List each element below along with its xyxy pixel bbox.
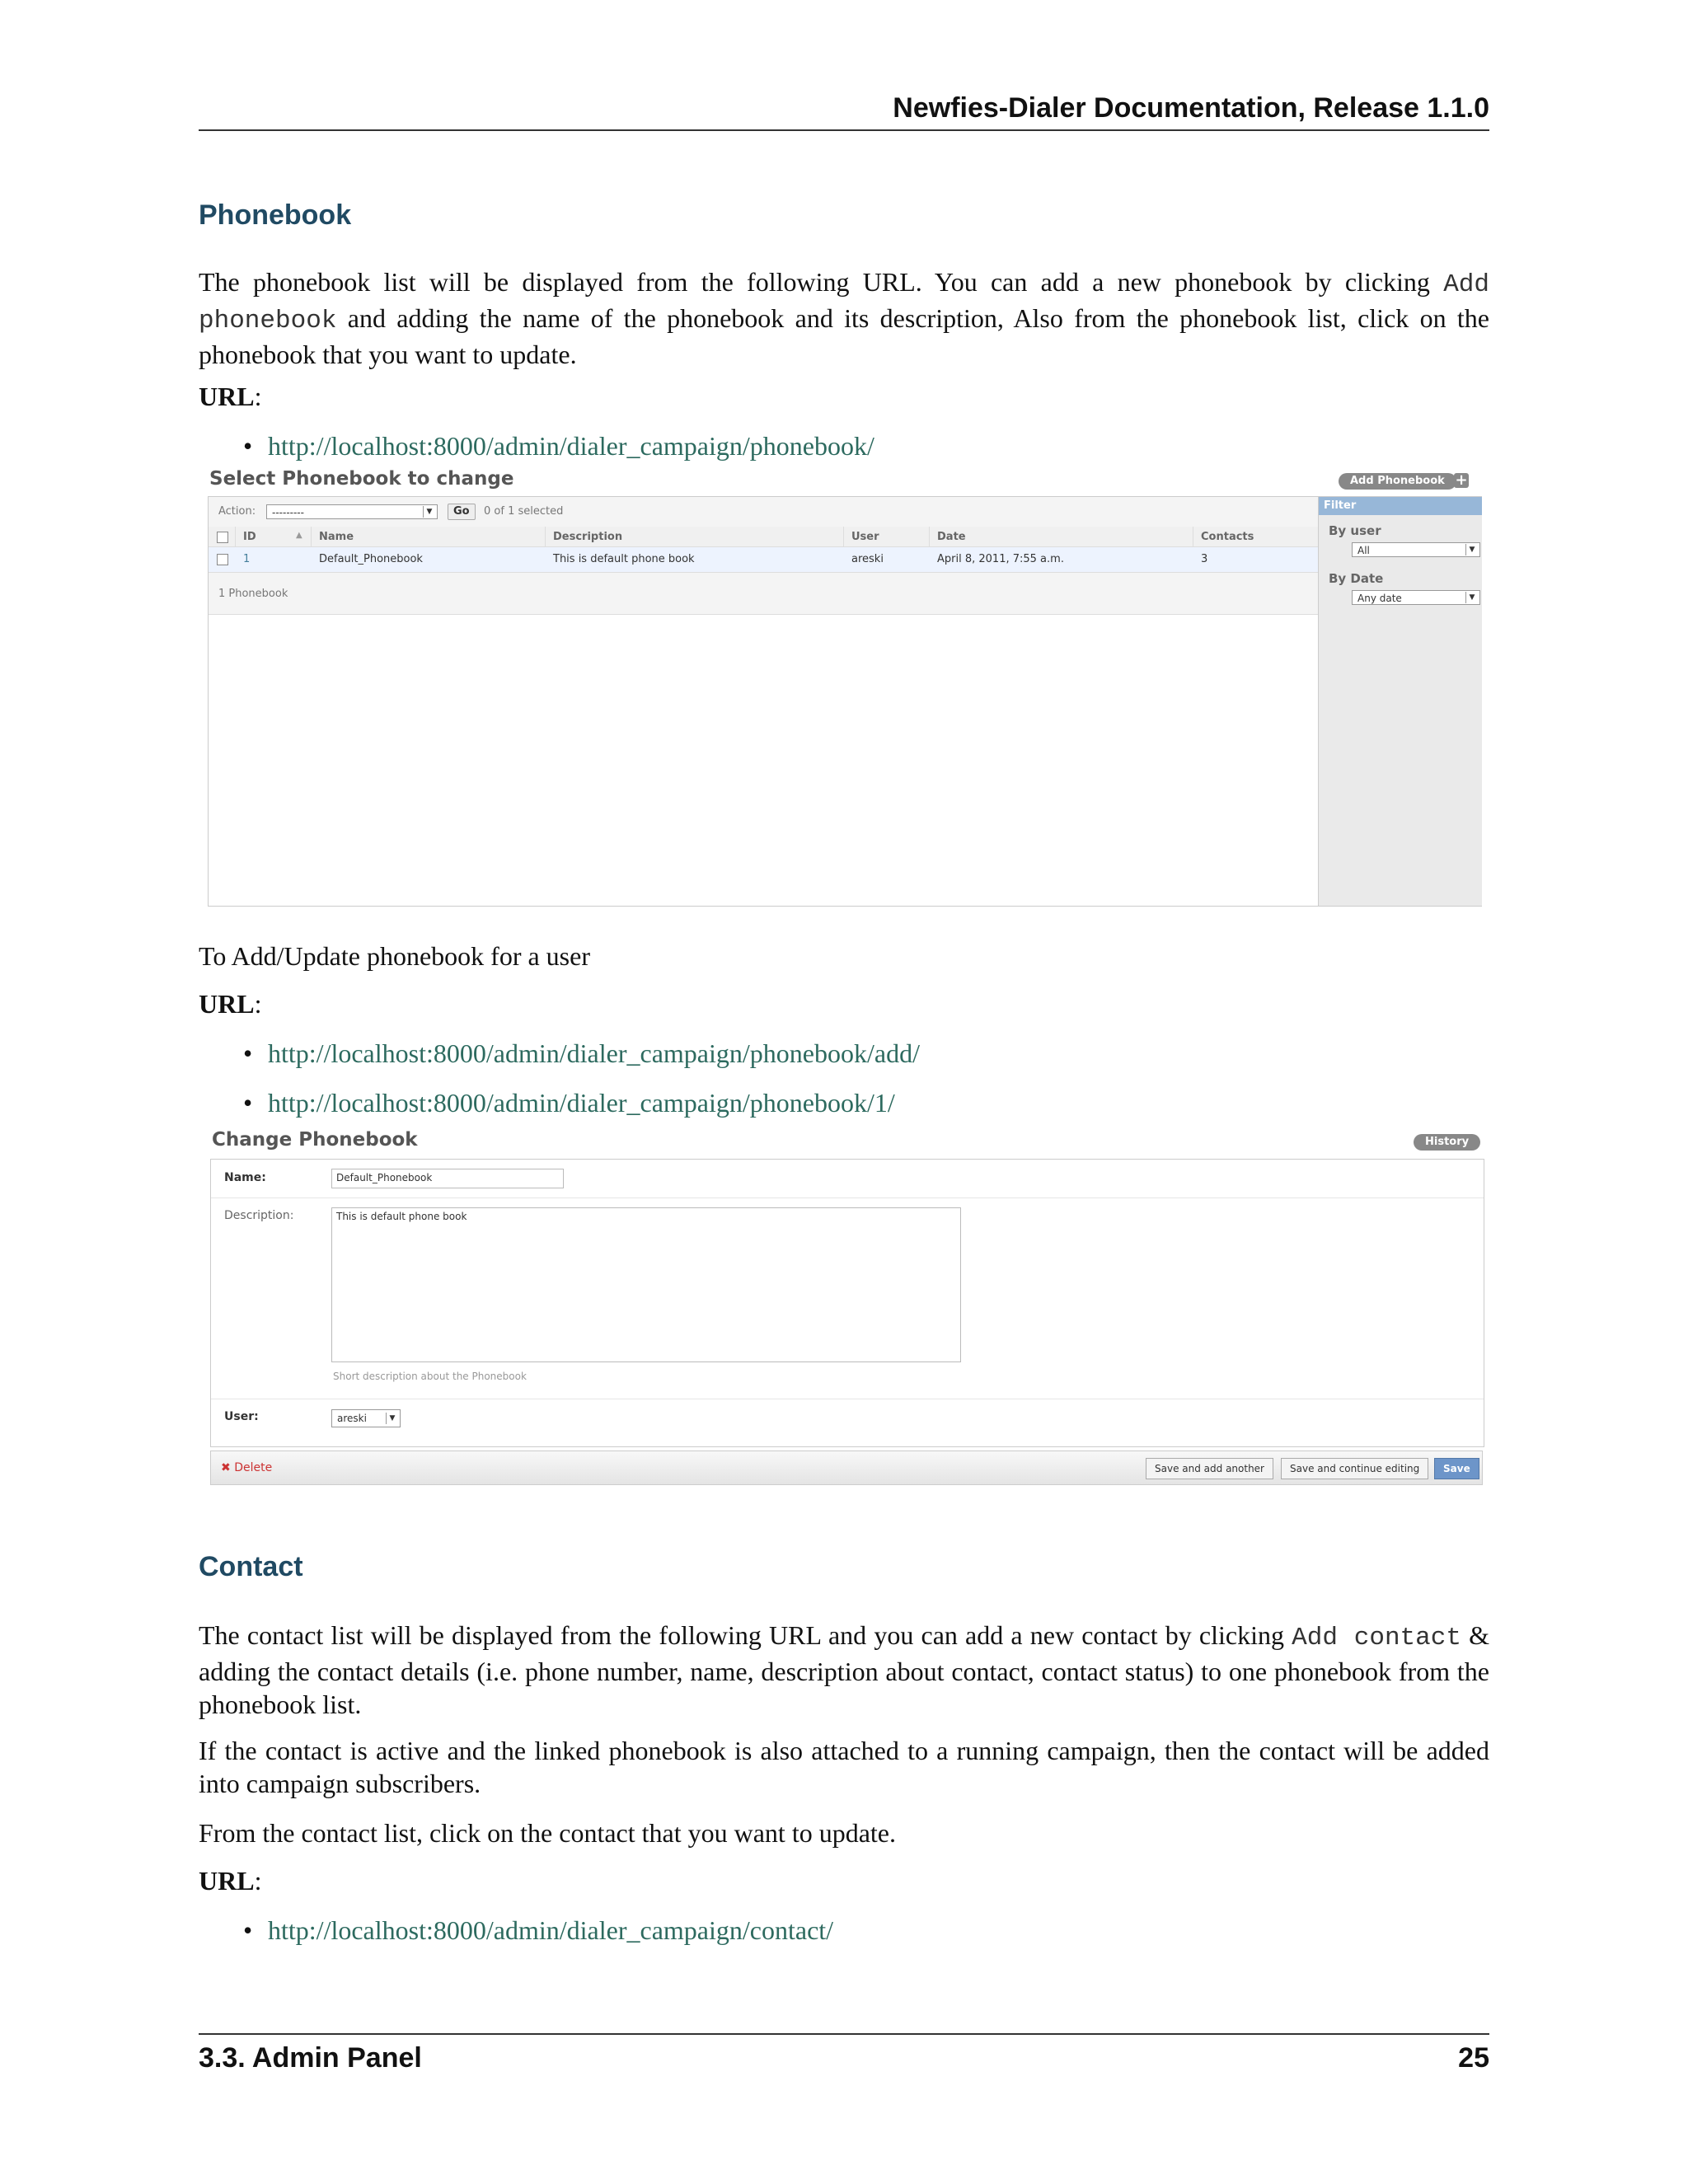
contact-list-url-link[interactable]: http://localhost:8000/admin/dialer_campaign/contact/ [268, 1915, 834, 1945]
name-label: Name: [224, 1171, 266, 1184]
action-bar [209, 497, 1318, 527]
save-continue-button[interactable]: Save and continue editing [1281, 1458, 1428, 1479]
go-button[interactable]: Go [448, 504, 476, 520]
phonebook-list-screenshot [208, 468, 1482, 907]
filter-user-value: All [1357, 545, 1370, 556]
filter-user-select[interactable] [1352, 542, 1480, 557]
phonebook-heading: Phonebook [199, 199, 352, 231]
add-update-text: To Add/Update phonebook for a user [199, 941, 590, 971]
contact-paragraph-3: From the contact list, click on the contact that you want to update. [199, 1818, 896, 1848]
row-checkbox[interactable] [217, 554, 228, 565]
screenshot-title: Select Phonebook to change [209, 468, 514, 490]
form-row-description [211, 1197, 1484, 1399]
chevron-down-icon: ▼ [1465, 544, 1478, 555]
close-icon: ✖ [221, 1461, 231, 1474]
add-phonebook-button[interactable]: Add Phonebook [1339, 473, 1456, 490]
phonebook-intro [199, 265, 1489, 371]
description-textarea[interactable]: This is default phone book [331, 1207, 961, 1362]
contact-intro [199, 1619, 1489, 1721]
bullet-dot: • [243, 1088, 253, 1118]
running-header: Newfies-Dialer Documentation, Release 1.1.0 [893, 92, 1489, 124]
phonebook-list-url-link[interactable]: http://localhost:8000/admin/dialer_campaign/phonebook/ [268, 431, 874, 461]
filter-by-date-label: By Date [1329, 571, 1384, 586]
footer-section: 3.3. Admin Panel [199, 2042, 422, 2074]
description-label: Description: [224, 1209, 294, 1222]
url-label: URL: [199, 989, 262, 1019]
row-name: Default_Phonebook [319, 553, 423, 565]
filter-title: Filter [1319, 497, 1482, 515]
plus-icon[interactable]: + [1455, 471, 1468, 489]
chevron-down-icon: ▼ [423, 506, 435, 518]
add-contact-code: Add contact [1292, 1624, 1461, 1652]
action-select[interactable] [266, 504, 438, 519]
table-row[interactable] [209, 547, 1318, 573]
row-id-link[interactable]: 1 [243, 553, 251, 565]
column-header-id[interactable]: ID [243, 531, 256, 543]
list-item [243, 1915, 833, 1946]
filter-date-value: Any date [1357, 593, 1402, 604]
user-select[interactable] [331, 1409, 401, 1427]
selected-counter: 0 of 1 selected [484, 505, 564, 518]
filter-sidebar [1318, 497, 1482, 906]
user-select-value: areski [337, 1413, 367, 1424]
column-header-name[interactable]: Name [319, 531, 354, 543]
add-phonebook-code: Add phonebook [199, 270, 1489, 335]
phonebook-edit-url-link[interactable]: http://localhost:8000/admin/dialer_campaign/phonebook/1/ [268, 1088, 895, 1118]
action-select-value: --------- [272, 507, 304, 518]
form-row-user [211, 1399, 1484, 1445]
user-label: User: [224, 1410, 259, 1423]
row-date: April 8, 2011, 7:55 a.m. [937, 553, 1064, 565]
table-header [209, 527, 1318, 547]
chevron-down-icon: ▼ [1465, 592, 1478, 603]
chevron-down-icon: ▼ [386, 1413, 398, 1424]
footer-rule [199, 2033, 1489, 2035]
column-header-user[interactable]: User [851, 531, 879, 543]
row-contacts: 3 [1201, 553, 1208, 565]
save-button[interactable]: Save [1434, 1458, 1479, 1479]
url-label-text: URL [199, 382, 255, 411]
column-divider [843, 527, 844, 546]
contact-heading: Contact [199, 1551, 303, 1582]
list-item [243, 431, 874, 462]
phonebook-intro-text-2: and adding the name of the phonebook and its description, Also from the phonebook list, click on the phonebook that you want to update. [199, 303, 1489, 369]
history-button[interactable]: History [1414, 1134, 1480, 1151]
bullet-dot: • [243, 1038, 253, 1068]
submit-row [210, 1451, 1483, 1485]
change-form-frame [210, 1159, 1484, 1447]
row-description: This is default phone book [553, 553, 695, 565]
contact-intro-text-2: & adding the contact details (i.e. phone number, name, description about contact, contact status) to one phonebook from the phonebook list. [199, 1620, 1490, 1719]
list-item [243, 1038, 920, 1069]
column-divider [311, 527, 312, 546]
url-label: URL: [199, 1866, 262, 1896]
url-label-text: URL [199, 989, 255, 1019]
name-input[interactable]: Default_Phonebook [331, 1169, 564, 1188]
action-label: Action: [218, 505, 256, 518]
paginator [209, 573, 1318, 615]
contact-paragraph-2: If the contact is active and the linked phonebook is also attached to a running campaign, then the contact will be added into campaign subscribers. [199, 1736, 1489, 1798]
filter-date-select[interactable] [1352, 590, 1480, 605]
screenshot-title: Change Phonebook [212, 1129, 418, 1151]
column-divider [545, 527, 546, 546]
page-number: 25 [1458, 2042, 1489, 2074]
url-label-text: URL [199, 1866, 255, 1896]
sort-ascending-icon: ▲ [296, 531, 302, 540]
column-divider [235, 527, 236, 546]
url-label: URL: [199, 382, 262, 411]
delete-link[interactable] [221, 1461, 272, 1474]
result-count: 1 Phonebook [218, 588, 288, 600]
save-add-another-button[interactable]: Save and add another [1146, 1458, 1273, 1479]
column-divider [929, 527, 930, 546]
select-all-checkbox[interactable] [217, 532, 228, 543]
form-row-name [211, 1160, 1484, 1198]
bullet-dot: • [243, 431, 253, 461]
description-help-text: Short description about the Phonebook [333, 1371, 527, 1382]
column-header-description[interactable]: Description [553, 531, 623, 543]
contact-intro-text-1: The contact list will be displayed from the following URL and you can add a new contact by clicking [199, 1620, 1292, 1650]
bullet-dot: • [243, 1915, 253, 1945]
header-rule [199, 129, 1489, 131]
change-phonebook-screenshot [210, 1129, 1484, 1487]
filter-by-user-label: By user [1329, 523, 1381, 538]
phonebook-intro-text-1: The phonebook list will be displayed from the following URL. You can add a new phonebook by clicking [199, 267, 1444, 297]
phonebook-add-url-link[interactable]: http://localhost:8000/admin/dialer_campaign/phonebook/add/ [268, 1038, 920, 1068]
row-user: areski [851, 553, 884, 565]
delete-link-label: Delete [234, 1461, 273, 1474]
column-header-date[interactable]: Date [937, 531, 966, 543]
column-header-contacts[interactable]: Contacts [1201, 531, 1254, 543]
changelist-frame [208, 496, 1482, 907]
list-item [243, 1088, 895, 1118]
